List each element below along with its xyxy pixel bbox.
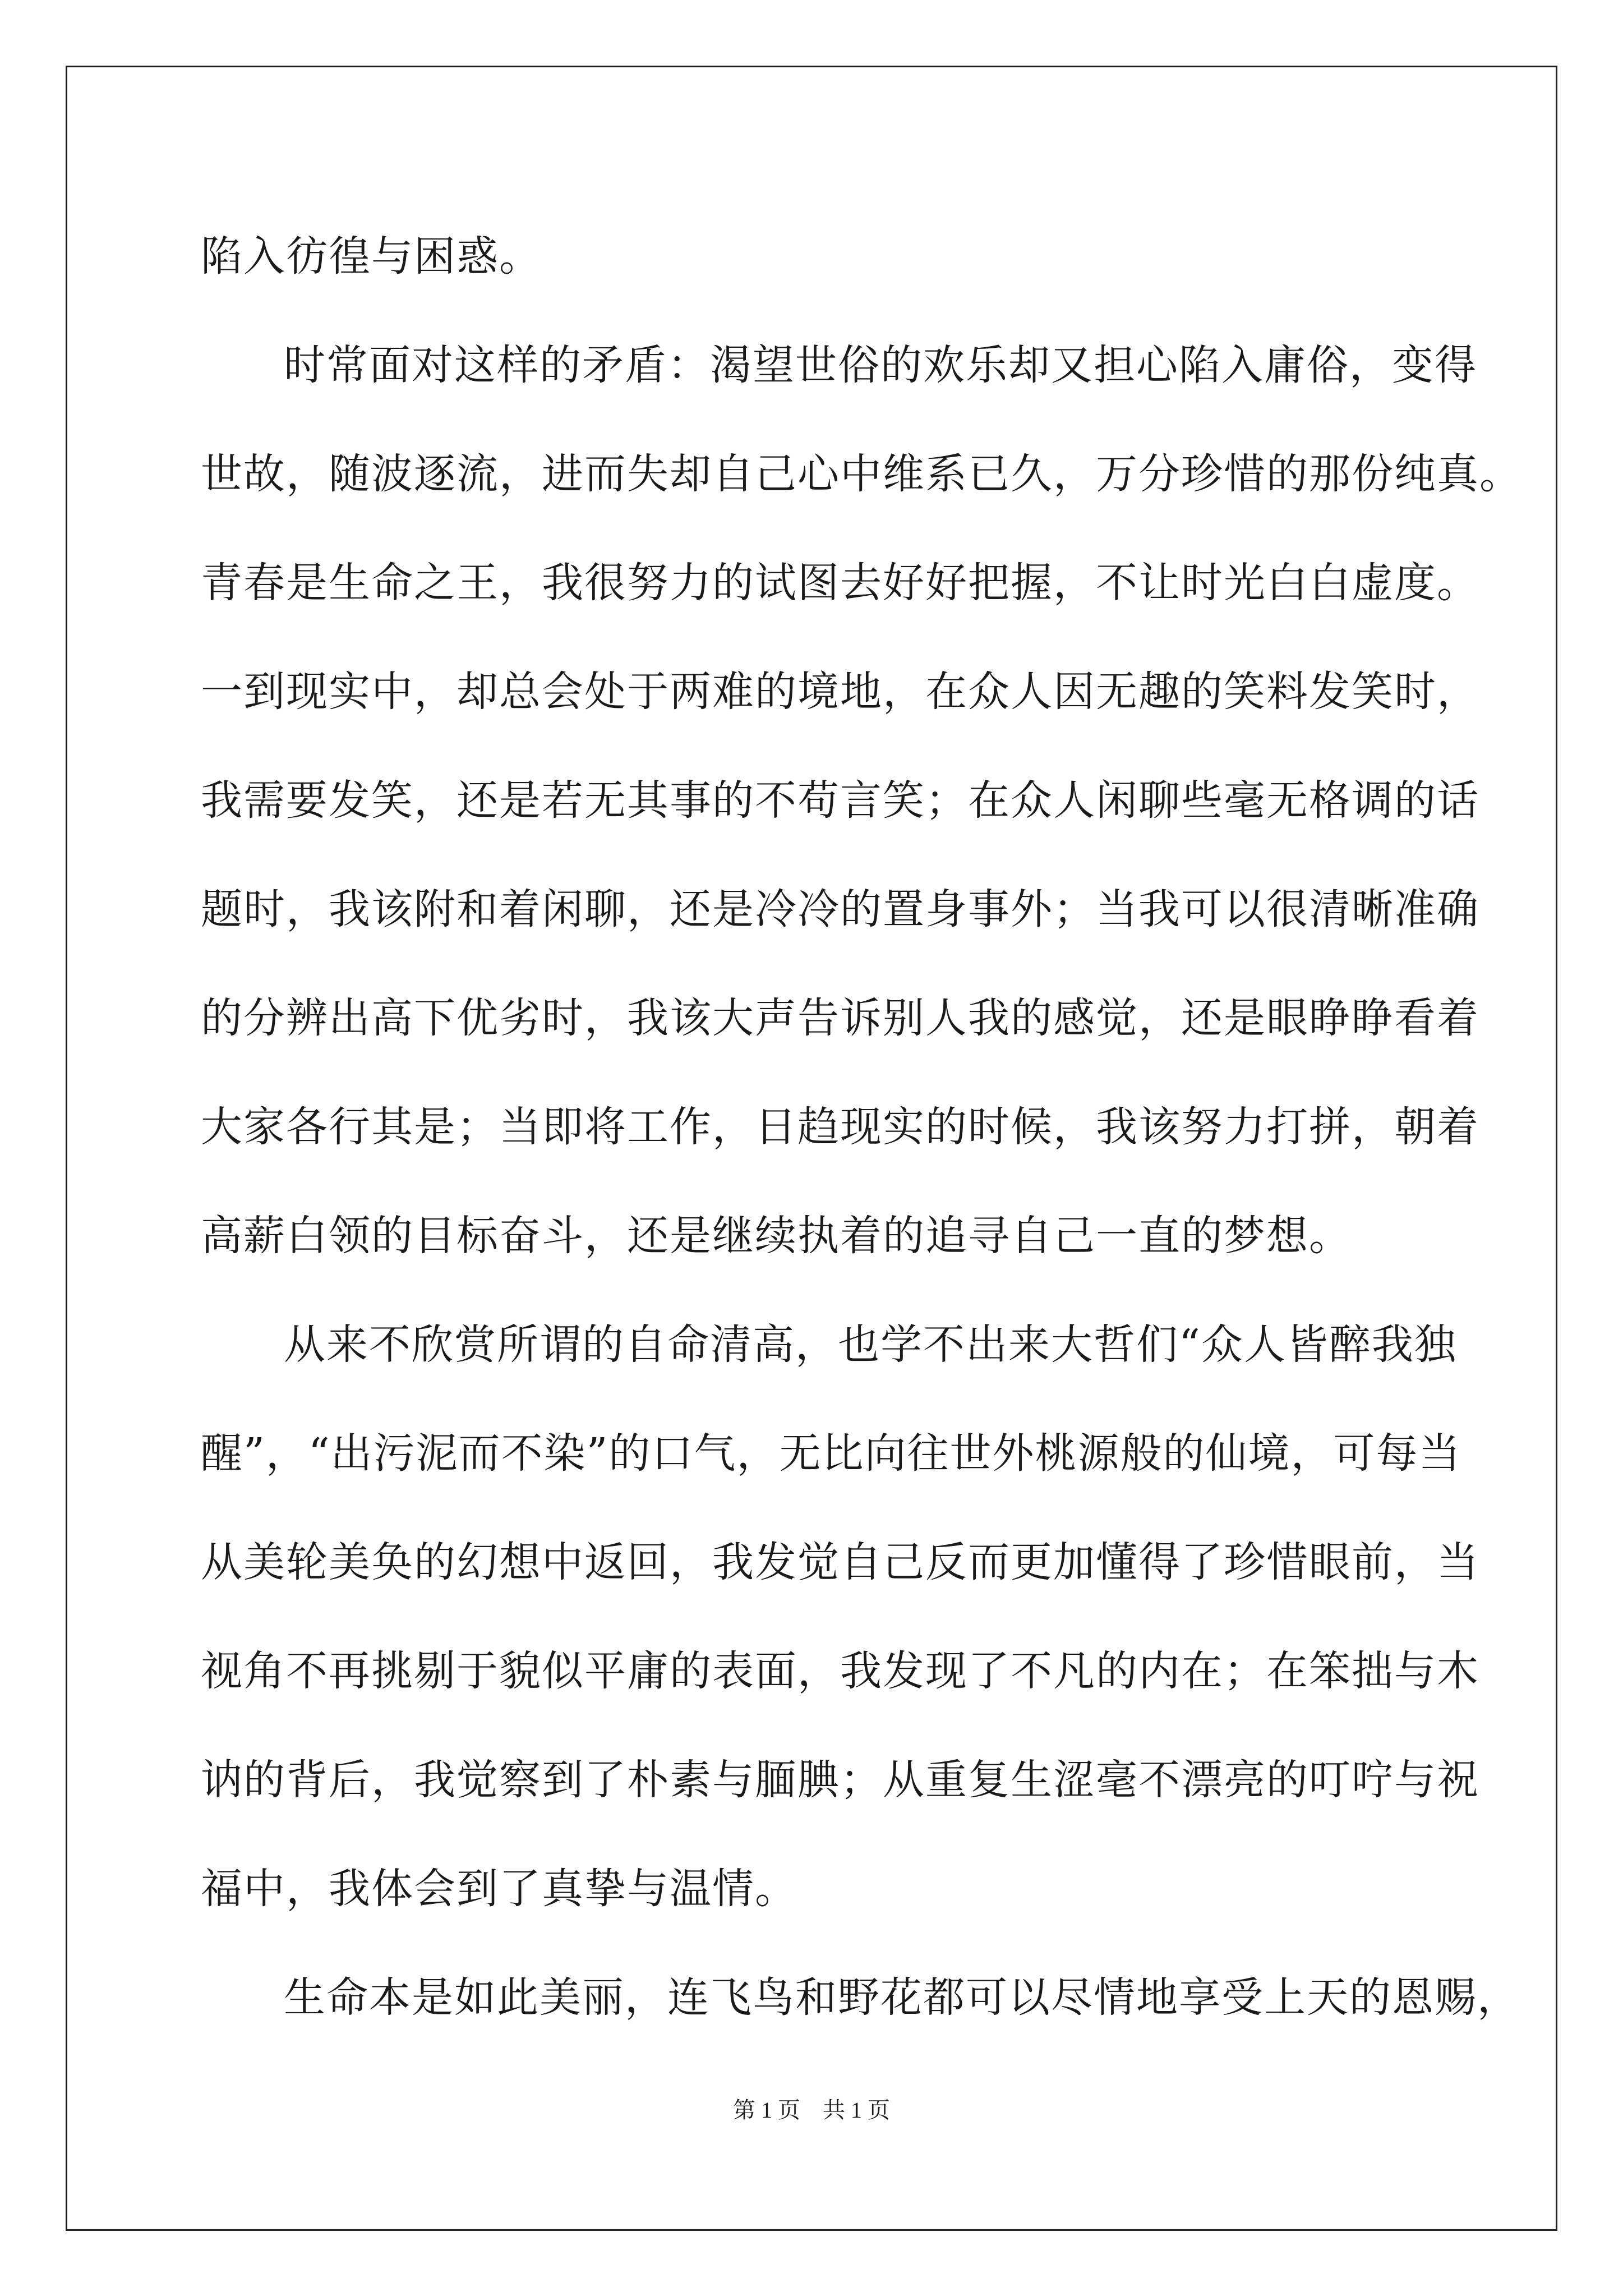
- paragraph: [201, 1943, 1520, 2052]
- page-total: 共 1 页: [823, 2097, 890, 2123]
- text-line: 时常面对这样的矛盾：渴望世俗的欢乐却又担心陷入庸俗，变得: [284, 341, 1477, 389]
- text-line: 大家各行其是；当即将工作，日趋现实的时候，我该努力打拼，朝着: [201, 1103, 1479, 1151]
- text-line: 一到现实中，却总会处于两难的境地，在众人因无趣的笑料发笑时，: [201, 668, 1479, 716]
- page-number: 第 1 页: [733, 2097, 800, 2123]
- document-body: [201, 202, 1522, 2052]
- text-line: 的分辨出高下优劣时，我该大声告诉别人我的感觉，还是眼睁睁看着: [201, 994, 1479, 1042]
- paragraph: [201, 202, 1435, 311]
- text-line: 题时，我该附和着闲聊，还是冷冷的置身事外；当我可以很清晰准确: [201, 885, 1479, 933]
- paragraph: [201, 1290, 1479, 1943]
- text-line: 陷入彷徨与困惑。: [201, 232, 542, 280]
- paragraph: [201, 311, 1522, 1290]
- text-line: 从美轮美奂的幻想中返回，我发觉自己反而更加懂得了珍惜眼前，当: [201, 1538, 1479, 1586]
- text-line: 世故，随波逐流，进而失却自己心中维系已久，万分珍惜的那份纯真。: [201, 450, 1522, 498]
- text-line: 视角不再挑剔于貌似平庸的表面，我发现了不凡的内在；在笨拙与木: [201, 1647, 1479, 1695]
- text-line: 青春是生命之王，我很努力的试图去好好把握，不让时光白白虚度。: [201, 559, 1479, 607]
- text-line: 讷的背后，我觉察到了朴素与腼腆；从重复生涩毫不漂亮的叮咛与祝: [201, 1756, 1479, 1804]
- page-footer: [0, 2092, 1623, 2124]
- text-line: 醒”，“出污泥而不染”的口气，无比向往世外桃源般的仙境，可每当: [201, 1429, 1461, 1478]
- text-line: 高薪白领的目标奋斗，还是继续执着的追寻自己一直的梦想。: [201, 1212, 1352, 1260]
- text-line: 福中，我体会到了真挚与温情。: [201, 1865, 797, 1913]
- text-line: 从来不欣赏所谓的自命清高，也学不出来大哲们“众人皆醉我独: [284, 1320, 1457, 1369]
- text-line: 我需要发笑，还是若无其事的不苟言笑；在众人闲聊些毫无格调的话: [201, 776, 1479, 825]
- text-line: 生命本是如此美丽，连飞鸟和野花都可以尽情地享受上天的恩赐，: [284, 1973, 1520, 2022]
